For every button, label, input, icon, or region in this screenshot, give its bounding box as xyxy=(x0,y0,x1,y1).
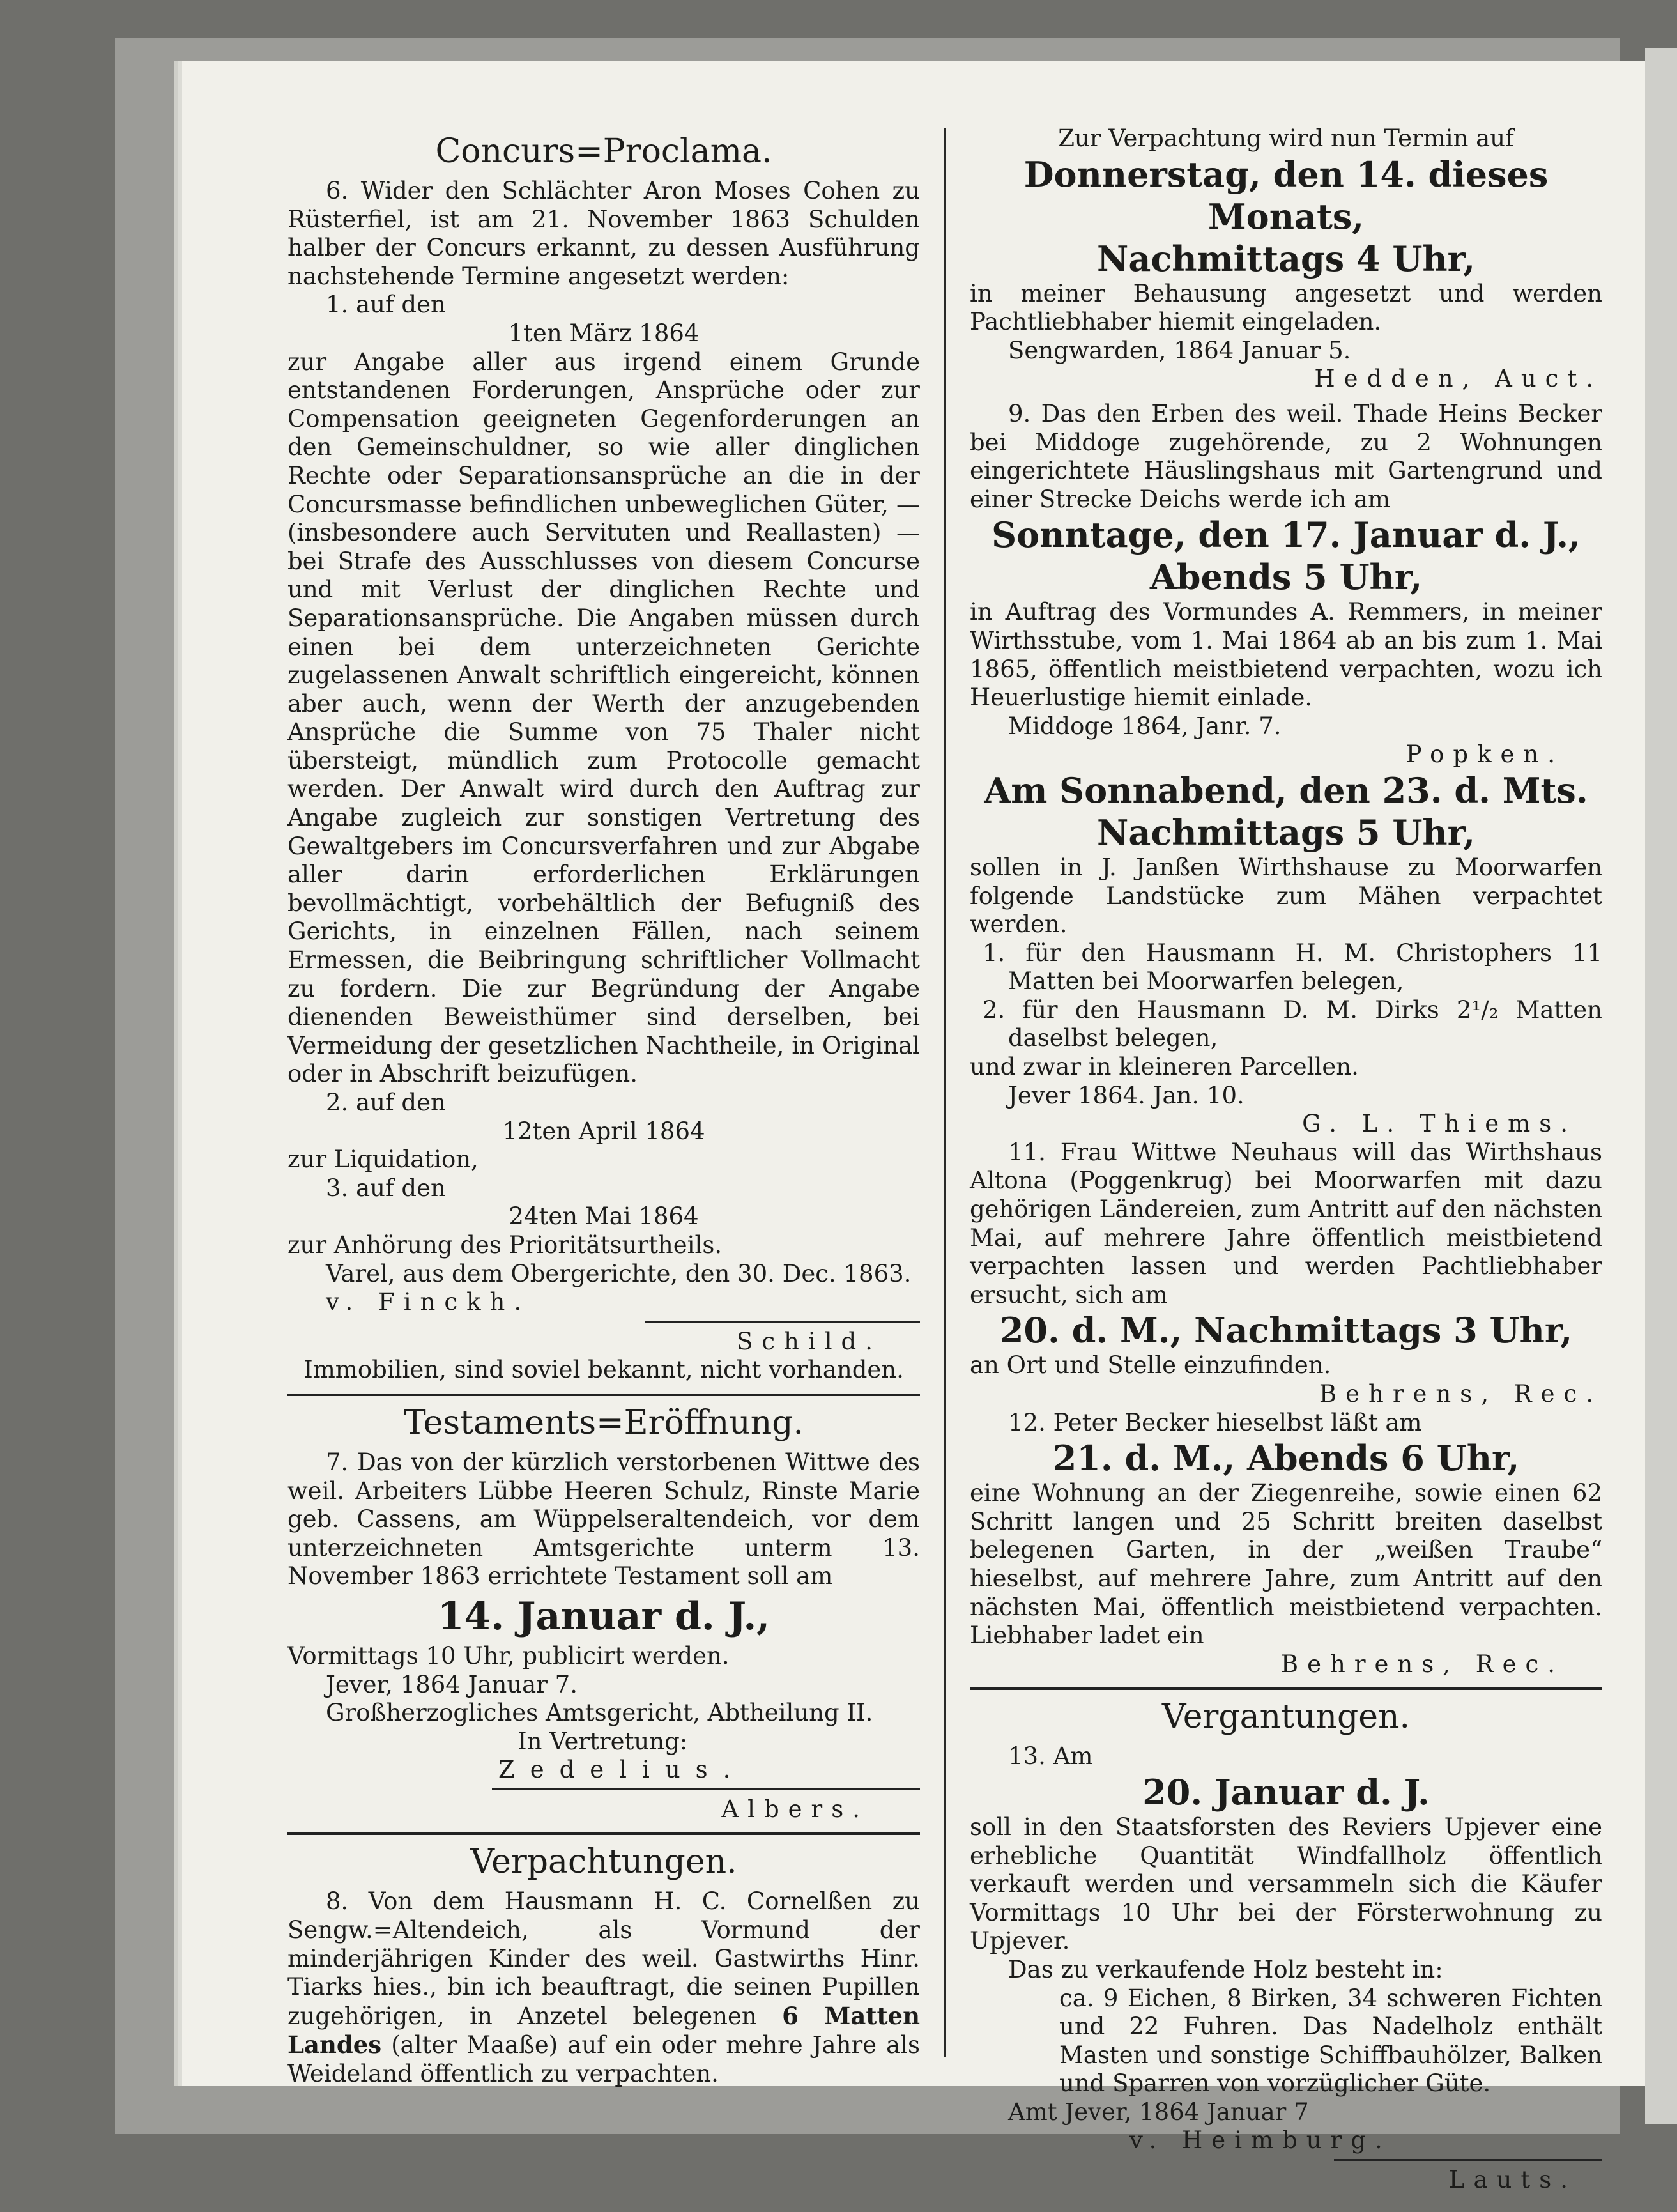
testament-body: 7. Das von der kürzlich verstorbenen Wittwe des weil. Arbeiters Lübbe Heeren Schulz, Rinste Marie geb. Cassens, am Wüppelseraltendeich, vor dem unterzeichneten Amtsgerichte unterm 13. November 1863 errichtete Testament soll am xyxy=(287,1448,920,1590)
place-date-3: Jever 1864. Jan. 10. xyxy=(1008,1081,1244,1109)
column-divider xyxy=(944,128,946,2057)
testament-signature-2: Albers. xyxy=(721,1795,869,1823)
testament-vertretung: In Vertretung: xyxy=(517,1727,688,1755)
concurs-liquidation: zur Liquidation, xyxy=(287,1146,479,1174)
signature-thiems: G. L. Thiems. xyxy=(1302,1110,1577,1138)
place-date-4: Amt Jever, 1864 Januar 7 xyxy=(1008,2098,1309,2126)
signature-behrens-1: Behrens, Rec. xyxy=(1319,1380,1602,1408)
immobilien-note: Immobilien, sind soviel bekannt, nicht vorhanden. xyxy=(303,1356,904,1384)
concurs-date-2: 12ten April 1864 xyxy=(502,1117,705,1145)
termin-date-4: 20. d. M., Nachmittags 3 Uhr, xyxy=(999,1310,1573,1351)
verpachtung-11: 11. Frau Wittwe Neuhaus will das Wirthshaus Altona (Poggenkrug) bei Moorwarfen mit dazu gehörigen Ländereien, zum Antritt auf den nächsten Mai, auf mehrere Jahre öffentlich meistbietend verpachten lassen und werden Pachtliebhaber ersucht, sich am xyxy=(970,1138,1602,1309)
left-column xyxy=(287,125,920,2089)
signature-rule xyxy=(1334,2159,1602,2161)
place-date-1: Sengwarden, 1864 Januar 5. xyxy=(1008,336,1351,364)
termin-date-2: Sonntage, den 17. Januar d. J., xyxy=(992,514,1581,556)
page-edge xyxy=(1645,48,1677,2124)
right-column xyxy=(970,125,1602,2195)
concurs-term-3: 3. auf den xyxy=(326,1174,446,1202)
place-date-2: Middoge 1864, Janr. 7. xyxy=(1008,712,1282,740)
vergantungen-heading: Vergantungen. xyxy=(1161,1698,1411,1737)
verpachtung-8-text-b: (alter Maaße) auf ein oder mehre Jahre als Weideland öffentlich zu verpachten. xyxy=(287,2031,920,2088)
concurs-term-1: 1. auf den xyxy=(326,291,446,319)
verpachtung-9: 9. Das den Erben des weil. Thade Heins Becker bei Middoge zugehörende, zu 2 Wohnungen eingerichtete Häuslingshaus mit Gartengrund und einer Strecke Deichs werde ich am xyxy=(970,399,1602,513)
termin-time-1: Nachmittags 4 Uhr, xyxy=(1096,238,1476,279)
verpachtung-8-text-a: 8. Von dem Hausmann H. C. Cornelßen zu Sengw.=Altendeich, als Vormund der minderjährigen Kinder des weil. Gastwirths Hinr. Tiarks hies., bin ich beauftragt, die seinen Pupillen zugehörigen, in Anzetel belegenen xyxy=(287,1887,920,2030)
verpachtung-12: 12. Peter Becker hieselbst läßt am xyxy=(1008,1408,1422,1436)
section-rule xyxy=(287,1832,920,1835)
concurs-heading: Concurs=Proclama. xyxy=(435,132,772,171)
termin-time-2: Abends 5 Uhr, xyxy=(1149,557,1423,598)
testament-signature-1: Zedelius. xyxy=(498,1756,746,1784)
concurs-signature-2: Schild. xyxy=(736,1327,882,1355)
termin-invite: in meiner Behausung angesetzt und werden Pachtliebhaber hiemit eingeladen. xyxy=(970,279,1602,336)
termin-date-1: Donnerstag, den 14. dieses Monats, xyxy=(1023,153,1549,237)
vergantung-body: soll in den Staatsforsten des Reviers Upjever eine erhebliche Quantität Windfallholz öffentlich verkauft werden und versammeln sich die Käufer Vormittags 10 Uhr bei der Försterwohnung zu Upjever. xyxy=(970,1813,1602,1955)
verpachtung-10-item-2: 2. für den Hausmann D. M. Dirks 2¹/₂ Matten daselbst belegen, xyxy=(983,995,1602,1052)
signature-heimburg: v. Heimburg. xyxy=(1129,2126,1391,2154)
signature-behrens-2: Behrens, Rec. xyxy=(1280,1650,1564,1678)
verpachtung-10-note: und zwar in kleineren Parcellen. xyxy=(970,1053,1359,1081)
termin-date-5: 21. d. M., Abends 6 Uhr, xyxy=(1052,1438,1520,1479)
testament-place: Jever, 1864 Januar 7. xyxy=(326,1670,578,1698)
concurs-prioritaet: zur Anhörung des Prioritätsurtheils. xyxy=(287,1231,723,1259)
concurs-signature-1: v. Finckh. xyxy=(326,1288,531,1316)
section-rule xyxy=(287,1394,920,1396)
verpachtungen-heading: Verpachtungen. xyxy=(470,1843,737,1882)
section-rule xyxy=(970,1687,1602,1690)
vergantung-holz: Das zu verkaufende Holz besteht in: xyxy=(1008,1955,1443,1983)
testament-time: Vormittags 10 Uhr, publicirt werden. xyxy=(287,1641,730,1670)
signature-hedden: Hedden, Auct. xyxy=(1314,365,1602,393)
verpachtung-8 xyxy=(287,1887,920,2088)
vergantung-date: 20. Januar d. J. xyxy=(1142,1771,1430,1813)
termin-time-3: Nachmittags 5 Uhr, xyxy=(1096,811,1476,853)
testament-date: 14. Januar d. J., xyxy=(437,1594,770,1639)
verpachtung-9-body: in Auftrag des Vormundes A. Remmers, in meiner Wirthsstube, vom 1. Mai 1864 ab an bis zum 1. Mai 1865, öffentlich meistbietend verpachten, wozu ich Heuerlustige hiemit einlade. xyxy=(970,598,1602,712)
concurs-term-2: 2. auf den xyxy=(326,1089,446,1116)
vergantung-holz-list: ca. 9 Eichen, 8 Birken, 34 schweren Fichten und 22 Fuhren. Das Nadelholz enthält Masten und sonstige Schiffbauhölzer, Balken und Sparren von vorzüglicher Güte. xyxy=(1059,1984,1602,2098)
signature-popken: Popken. xyxy=(1405,741,1564,769)
testament-heading: Testaments=Eröffnung. xyxy=(403,1403,804,1442)
concurs-body: zur Angabe aller aus irgend einem Grunde entstandenen Forderungen, Ansprüche oder zur Compensation geeigneten Gegenforderungen an den Gemeinschuldner, so wie aller dinglichen Rechte oder Separationsansprüche an die in der Concursmasse befindlichen unbeweglichen Güter, — (insbesondere auch Servituten und Reallasten) — bei Strafe des Ausschlusses von diesem Concurse und mit Verlust der dinglichen Rechte und Separationsansprüche. Die Angaben müssen durch einen bei dem unterzeichneten Gerichte zugelassenen Anwalt schriftlich eingereicht, können aber auch, wenn der Werth der anzugebenden Ansprüche die Summe von 75 Thaler nicht übersteigt, mündlich zum Protocolle gemacht werden. Der Anwalt wird durch den Auftrag zur Angabe zugleich zur sonstigen Vertretung des Gewaltgebers im Concursverfahren und zur Abgabe aller darin erforderlichen Erklärungen bevollmächtigt, vorbehältlich der Befugniß des Gerichts, in einzelnen Fällen, nach seinem Ermessen, die Beibringung schriftlicher Vollmacht zu fordern. Die zur Begründung der Angabe dienenden Beweisthümer sind derselben, bei Vermeidung der gesetzlichen Nachtheile, in Original oder in Abschrift beizufügen. xyxy=(287,348,920,1088)
testament-court: Großherzogliches Amtsgericht, Abtheilung II. xyxy=(326,1699,873,1727)
concurs-intro: 6. Wider den Schlächter Aron Moses Cohen zu Rüsterfiel, ist am 21. November 1863 Schulden halber der Concurs erkannt, zu dessen Ausführung nachstehende Termine angesetzt werden: xyxy=(287,177,920,290)
verpachtung-12-body: eine Wohnung an der Ziegenreihe, sowie einen 62 Schritt langen und 25 Schritt breiten daselbst belegenen Garten, in der „weißen Traube“ hieselbst, auf mehrere Jahre, zum Antritt auf den nächsten Mai, öffentlich meistbietend verpachten. Liebhaber ladet ein xyxy=(970,1479,1602,1650)
concurs-date-3: 24ten Mai 1864 xyxy=(509,1202,699,1231)
termin-date-3: Am Sonnabend, den 23. d. Mts. xyxy=(984,769,1588,811)
termin-intro: Zur Verpachtung wird nun Termin auf xyxy=(1058,125,1514,152)
concurs-place-date: Varel, aus dem Obergerichte, den 30. Dec. 1863. xyxy=(326,1259,912,1287)
verpachtung-10: sollen in J. Janßen Wirthshause zu Moorwarfen folgende Landstücke zum Mähen verpachtet werden. xyxy=(970,853,1602,939)
signature-lauts: Lauts. xyxy=(1448,2166,1577,2194)
signature-rule xyxy=(645,1321,920,1323)
concurs-date-1: 1ten März 1864 xyxy=(508,319,700,347)
vergantung-13: 13. Am xyxy=(1008,1742,1093,1770)
verpachtung-11-end: an Ort und Stelle einzufinden. xyxy=(970,1351,1331,1379)
signature-rule xyxy=(492,1788,920,1790)
verpachtung-8-emphasis: 6 Matten Landes xyxy=(287,2001,920,2059)
verpachtung-10-item-1: 1. für den Hausmann H. M. Christophers 11 Matten bei Moorwarfen belegen, xyxy=(983,939,1602,995)
